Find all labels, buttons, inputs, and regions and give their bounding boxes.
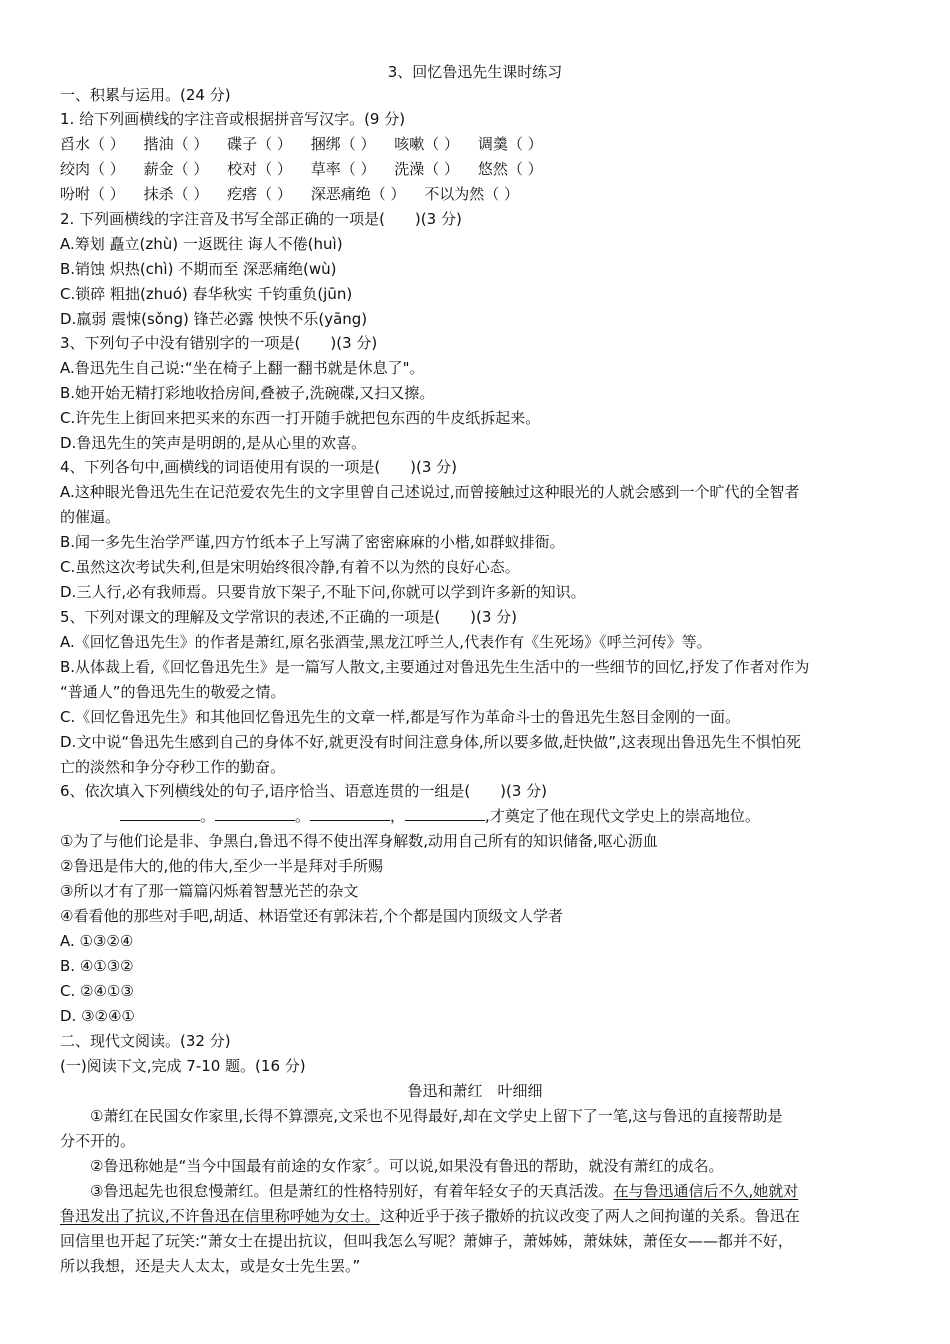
q6-sentence-4: ④看看他的那些对手吧,胡适、林语堂还有郭沫若,个个都是国内顶级文人学者 [60,907,563,925]
q6-option-a: A. ①③②④ [60,932,134,950]
q1-item: 吩咐（ ） [60,185,125,203]
q2-stem: 2. 下列画横线的字注音及书写全部正确的一项是( )(3 分) [60,210,462,228]
underlined-sentence: 鲁迅发出了抗议,不许鲁迅在信里称呼她为女士。 [60,1207,380,1225]
article-paragraph-1: ①萧红在民国女作家里,长得不算漂亮,文采也不见得最好,却在文学史上留下了一笔,这与鲁迅的直接帮助是 [90,1107,783,1125]
q6-option-c: C. ②④①③ [60,982,134,1000]
article-paragraph-3-cont [60,1205,800,1227]
q4-stem: 4、下列各句中,画横线的词语使用有误的一项是( )(3 分) [60,458,458,476]
article-paragraph-3-cont: 所以我想，还是夫人太太，或是女士先生罢。” [60,1257,361,1275]
q1-stem: 1. 给下列画横线的字注音或根据拼音写汉字。(9 分) [60,110,406,128]
q3-stem: 3、下列句子中没有错别字的一项是( )(3 分) [60,334,378,352]
q5-option-c: C.《回忆鲁迅先生》和其他回忆鲁迅先生的文章一样,都是写作为革命斗士的鲁迅先生怒目金刚的一面。 [60,708,741,726]
q5-option-b-cont: “普通人”的鲁迅先生的敬爱之情。 [60,683,286,701]
q1-item: 绞肉（ ） [60,160,125,178]
blank-line [310,806,390,821]
q6-sentence-3: ③所以才有了那一篇篇闪烁着智慧光芒的杂文 [60,882,359,900]
q2-option-d: D.羸弱 震悚(sǒng) 锋芒必露 怏怏不乐(yāng) [60,310,368,328]
q1-item: 抹杀（ ） [143,185,209,203]
q6-sentence-1: ①为了与他们论是非、争黑白,鲁迅不得不使出浑身解数,动用自己所有的知识储备,呕心沥血 [60,832,658,850]
q1-item: 悠然（ ） [477,160,543,178]
q6-option-b: B. ④①③② [60,957,134,975]
article-paragraph-3 [90,1180,798,1202]
q5-option-b: B.从体裁上看,《回忆鲁迅先生》是一篇写人散文,主要通过对鲁迅先生生活中的一些细节的回忆,抒发了作者对作为 [60,658,810,676]
q1-item: 校对（ ） [227,160,292,178]
q6-blanks: 。 。 ， ,才奠定了他在现代文学史上的崇高地位。 [120,805,760,827]
q2-option-c: C.锁碎 粗拙(zhuó) 春华秋实 千钧重负(jūn) [60,285,353,303]
q1-row-2 [60,158,557,180]
q1-row-3 [60,183,533,205]
q1-item: 洗澡（ ） [394,160,460,178]
q4-option-d: D.三人行,必有我师焉。只要肯放下架子,不耻下问,你就可以学到许多新的知识。 [60,583,586,601]
blank-line [215,806,295,821]
q1-item: 草率（ ） [310,160,376,178]
paragraph-text: ③鲁迅起先也很怠慢萧红。但是萧红的性格特别好，有着年轻女子的天真活泼。 [90,1182,614,1200]
q2-option-b: B.销蚀 炽热(chì) 不期而至 深恶痛绝(wù) [60,260,337,278]
q4-option-a: A.这种眼光鲁迅先生在记范爱农先生的文字里曾自己述说过,而曾接触过这种眼光的人就会感到一个旷代的全智者 [60,483,800,501]
section-heading-1: 一、积累与运用。(24 分) [60,86,231,104]
underlined-sentence: 在与鲁迅通信后不久,她就对 [613,1182,799,1200]
q6-sentence-2: ②鲁迅是伟大的,他的伟大,至少一半是拜对手所赐 [60,857,383,875]
q3-option-a: A.鲁迅先生自己说:“坐在椅子上翻一翻书就是休息了"。 [60,359,425,377]
q4-option-a-cont: 的催逼。 [60,508,121,526]
q3-option-c: C.许先生上街回来把买来的东西一打开随手就把包东西的牛皮纸拆起来。 [60,409,541,427]
q1-item: 捆绑（ ） [310,135,376,153]
q3-option-d: D.鲁迅先生的笑声是明朗的,是从心里的欢喜。 [60,434,367,452]
q1-item: 不以为然（ ） [424,185,520,203]
q5-option-d-cont: 亡的淡然和争分夺秒工作的勤奋。 [60,758,286,776]
q1-item: 揩油（ ） [143,135,209,153]
q1-item: 薪金（ ） [143,160,209,178]
q6-stem: 6、依次填入下列横线处的句子,语序恰当、语意连贯的一组是( )(3 分) [60,782,548,800]
section-heading-2: 二、现代文阅读。(32 分) [60,1032,231,1050]
page-title: 3、回忆鲁迅先生课时练习 [387,63,563,81]
q1-item: 深恶痛绝（ ） [310,185,406,203]
q6-option-d: D. ③②④① [60,1007,135,1025]
paragraph-text: 这种近乎于孩子撒娇的抗议改变了两人之间拘谨的关系。鲁迅在 [379,1207,800,1225]
q1-item: 疙瘩（ ） [227,185,292,203]
q1-item: 碟子（ ） [227,135,292,153]
q4-option-c: C.虽然这次考试失利,但是宋明始终很冷静,有着不以为然的良好心态。 [60,558,520,576]
article-paragraph-3-cont: 回信里也开起了玩笑:“萧女士在提出抗议，但叫我怎么写呢？萧婶子，萧姊姊，萧妹妹，萧侄女——都并不好， [60,1232,793,1250]
q4-option-b: B.闻一多先生治学严谨,四方竹纸本子上写满了密密麻麻的小楷,如群蚁排衙。 [60,533,565,551]
q1-item: 咳嗽（ ） [394,135,460,153]
article-title: 鲁迅和萧红 叶细细 [407,1082,543,1100]
q1-row-1 [60,133,557,155]
reading-instruction: (一)阅读下文,完成 7-10 题。(16 分) [60,1057,306,1075]
q6-blank-tail: ,才奠定了他在现代文学史上的崇高地位。 [485,807,760,825]
q5-stem: 5、下列对课文的理解及文学常识的表述,不正确的一项是( )(3 分) [60,608,518,626]
q3-option-b: B.她开始无精打彩地收拾房间,叠被子,洗碗碟,又扫又擦。 [60,384,435,402]
q5-option-a: A.《回忆鲁迅先生》的作者是萧红,原名张酒莹,黑龙江呼兰人,代表作有《生死场》《呼兰河传》等。 [60,633,712,651]
q2-option-a: A.筹划 矗立(zhù) 一返既往 诲人不倦(huì) [60,235,343,253]
q1-item: 舀水（ ） [60,135,125,153]
blank-line [405,806,485,821]
article-paragraph-2: ②鲁迅称她是“当今中国最有前途的女作家〞。可以说,如果没有鲁迅的帮助，就没有萧红的成名。 [90,1157,724,1175]
q5-option-d: D.文中说“鲁迅先生感到自己的身体不好,就更没有时间注意身体,所以要多做,赶快做”,这表现出鲁迅先生不惧怕死 [60,733,801,751]
blank-line [120,806,200,821]
article-paragraph-1-cont: 分不开的。 [60,1132,136,1150]
q1-item: 调羹（ ） [477,135,543,153]
